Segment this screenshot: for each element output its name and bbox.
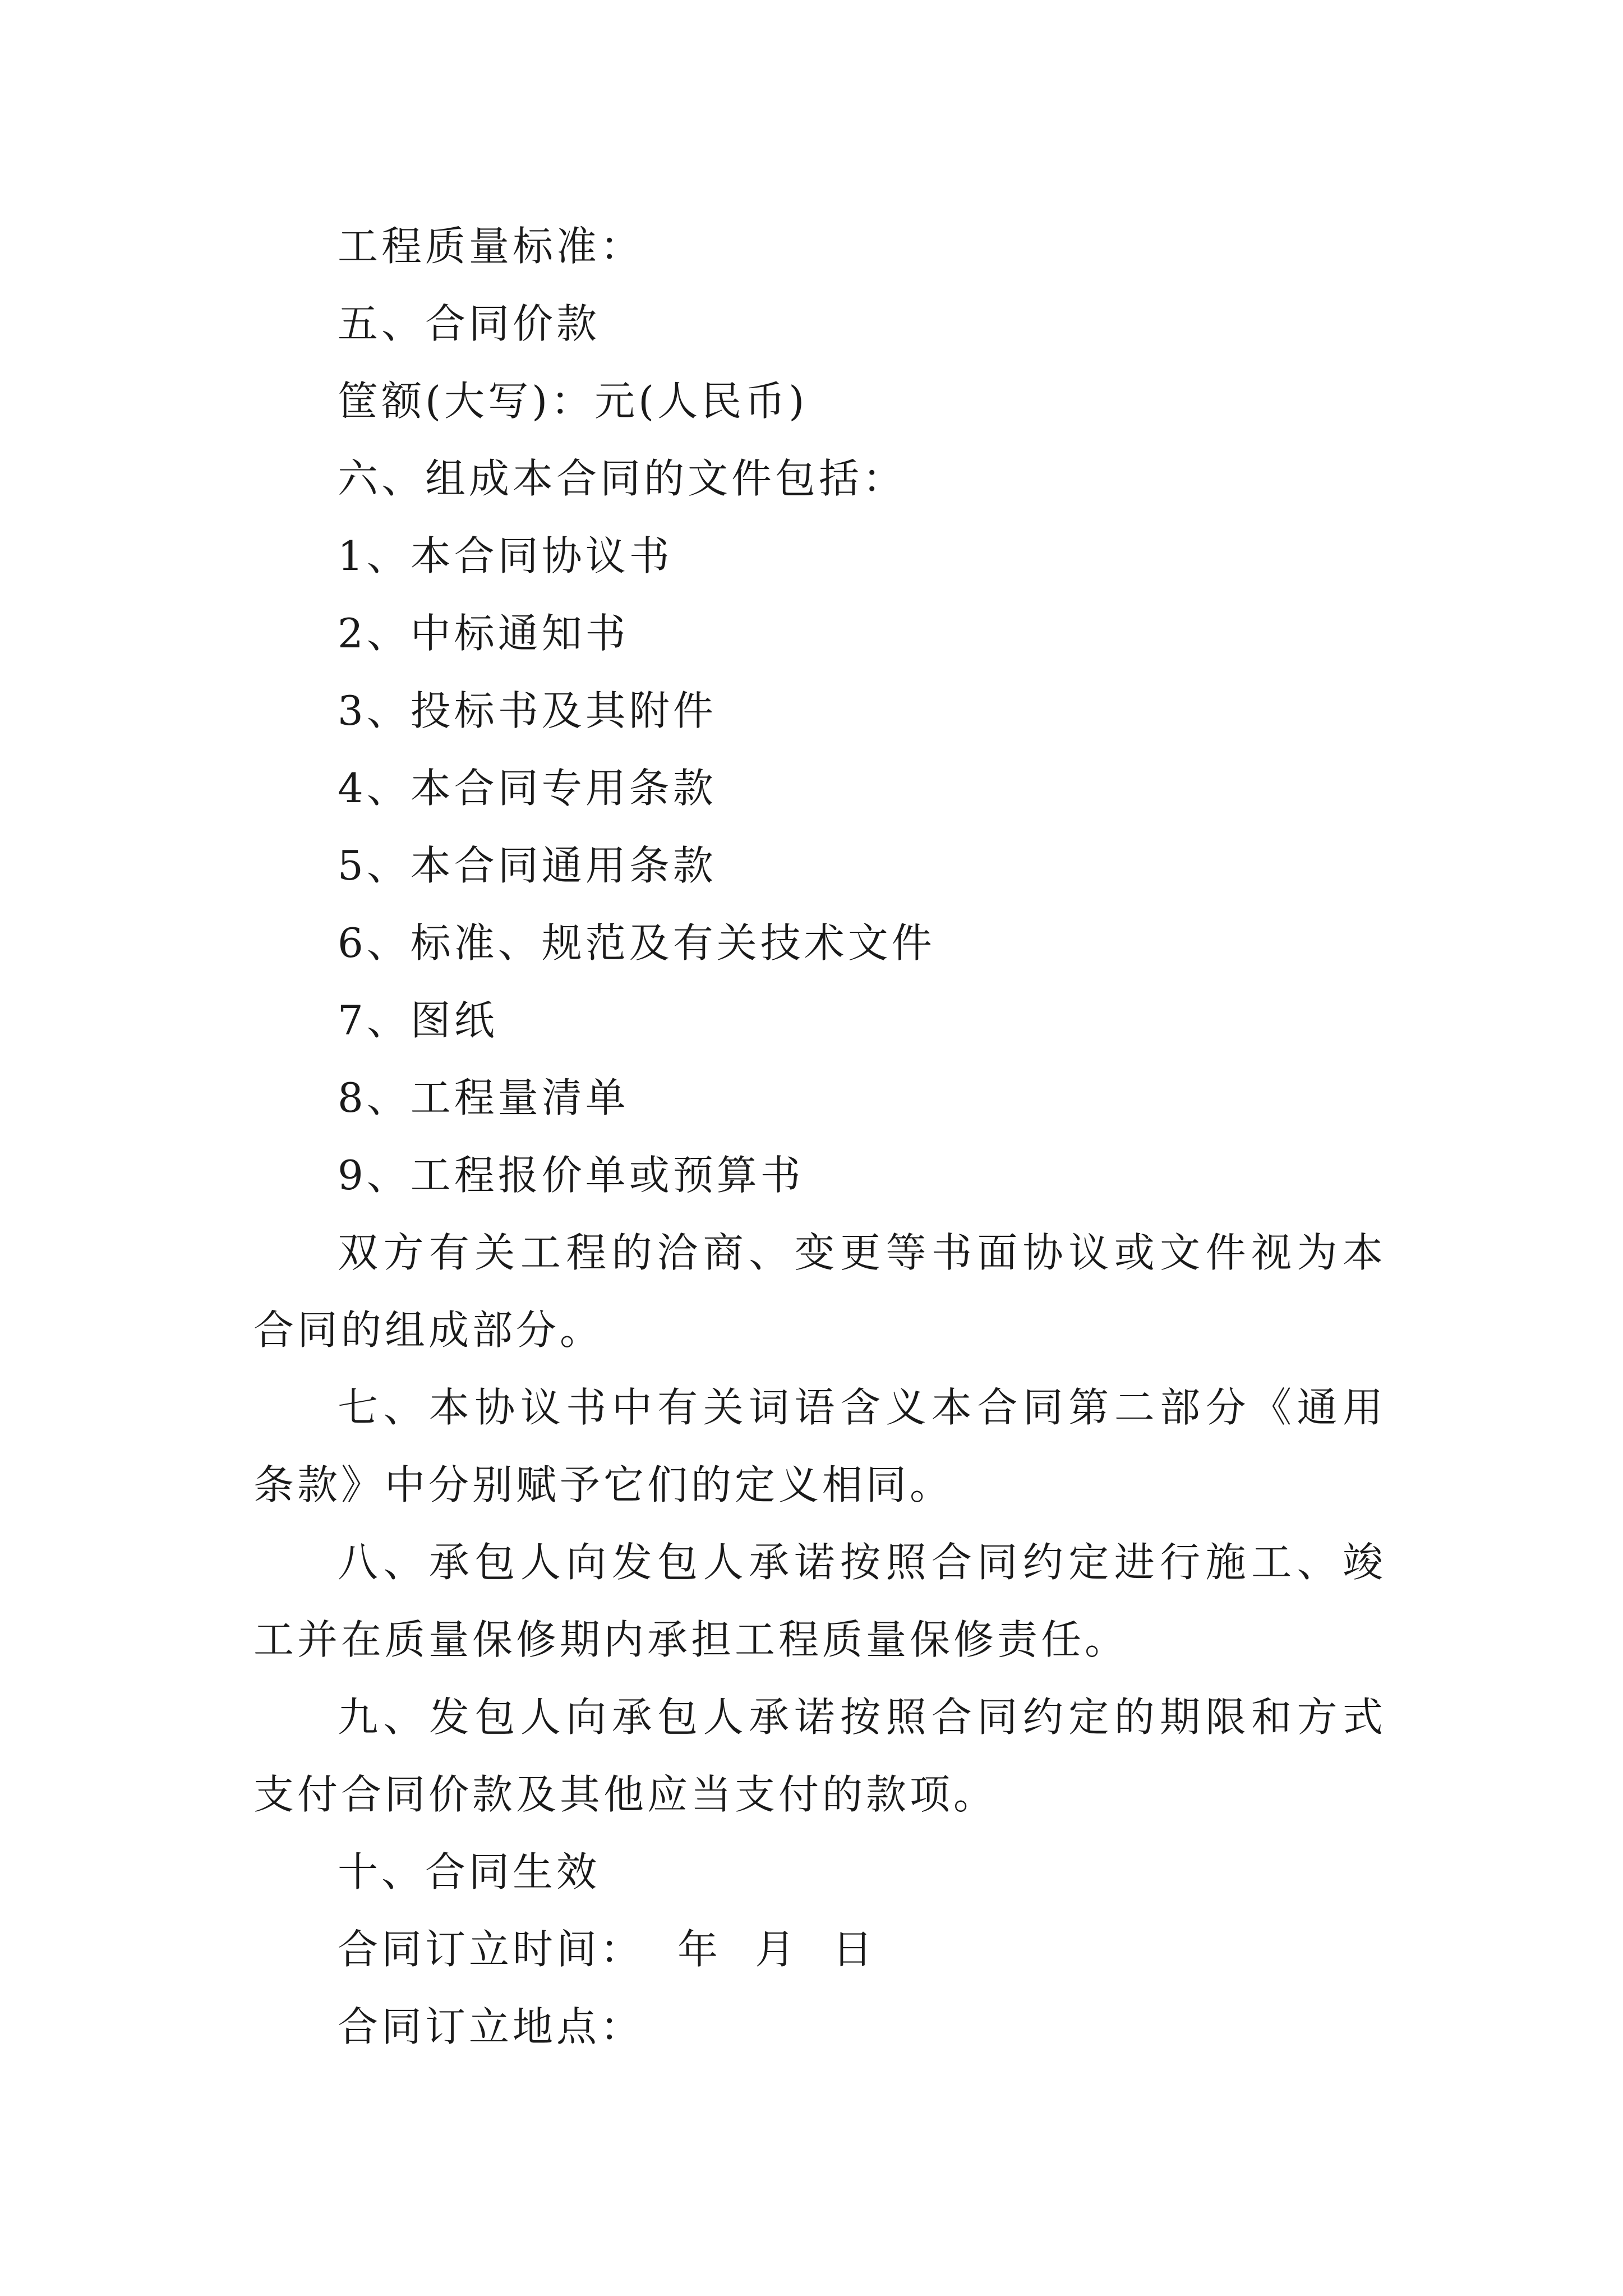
list-item: 1、本合同协议书 <box>338 532 673 579</box>
list-item: 4、本合同专用条款 <box>338 765 717 812</box>
sign-time-line <box>253 1911 1386 1988</box>
list-item: 6、标准、规范及有关技术文件 <box>338 919 935 967</box>
sign-time-label: 合同订立时间： <box>338 1926 644 1973</box>
list-item: 9、工程报价单或预算书 <box>338 1152 804 1199</box>
list-item: 3、投标书及其附件 <box>338 687 717 734</box>
section-heading-effect: 十、合同生效 <box>338 1848 601 1895</box>
quality-standard-line: 工程质量标准： <box>338 223 644 270</box>
sign-place-line: 合同订立地点： <box>338 2003 644 2050</box>
section-heading-documents: 六、组成本合同的文件包括： <box>338 455 907 502</box>
document-body <box>253 208 1386 2065</box>
month-label: 月 <box>755 1926 799 1973</box>
section-heading-price: 五、合同价款 <box>338 300 601 347</box>
paragraph-section-seven: 七、本协议书中有关词语含义本合同第二部分《通用条款》中分别赋予它们的定义相同。 <box>253 1384 1386 1508</box>
list-item: 7、图纸 <box>338 997 498 1044</box>
paragraph-section-eight: 八、承包人向发包人承诺按照合同约定进行施工、竣工并在质量保修期内承担工程质量保修责任。 <box>253 1539 1386 1663</box>
paragraph-composition: 双方有关工程的洽商、变更等书面协议或文件视为本合同的组成部分。 <box>253 1229 1386 1354</box>
list-item: 8、工程量清单 <box>338 1074 629 1121</box>
list-item: 5、本合同通用条款 <box>338 842 717 889</box>
amount-line: 筐额(大写)：元(人民币) <box>338 378 808 425</box>
paragraph-section-nine: 九、发包人向承包人承诺按照合同约定的期限和方式支付合同价款及其他应当支付的款项。 <box>253 1694 1386 1818</box>
year-label: 年 <box>677 1926 722 1973</box>
list-item: 2、中标通知书 <box>338 610 629 657</box>
day-label: 日 <box>832 1926 877 1973</box>
